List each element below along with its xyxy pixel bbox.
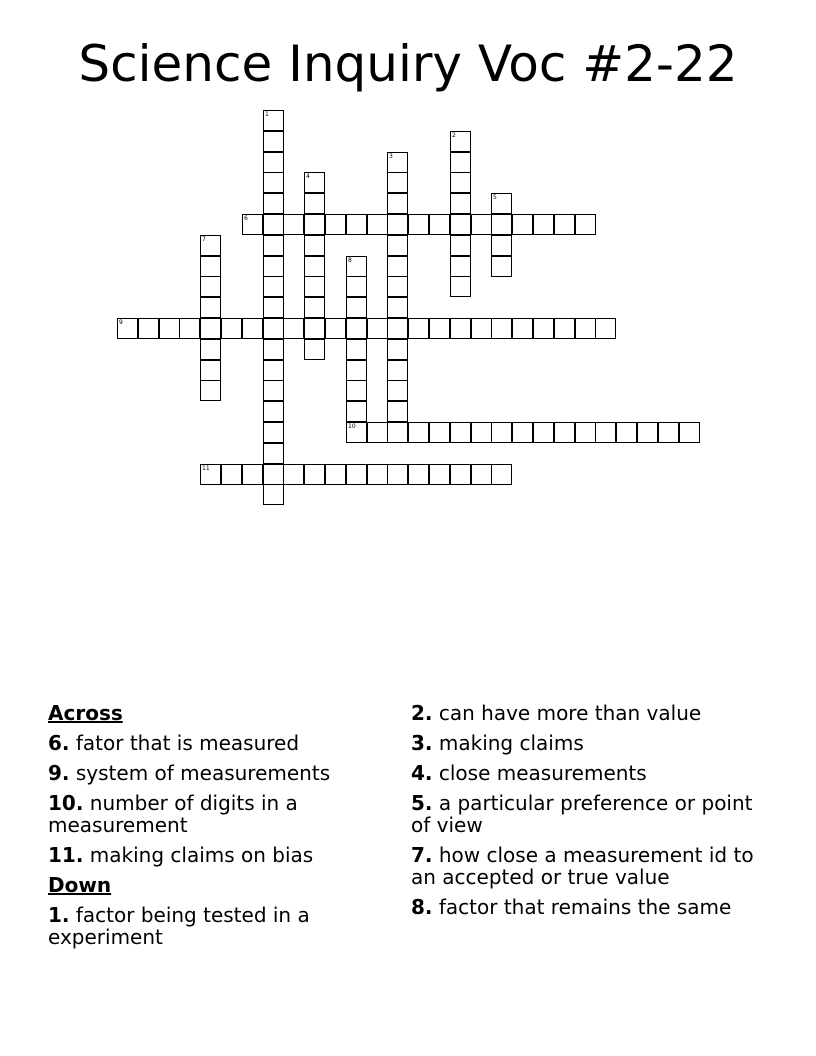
grid-cell[interactable] [263, 318, 284, 339]
grid-cell[interactable] [221, 464, 242, 485]
grid-cell[interactable] [200, 235, 221, 256]
grid-cell[interactable] [491, 318, 512, 339]
grid-cell[interactable] [491, 193, 512, 214]
grid-cell[interactable] [346, 256, 367, 277]
grid-cell[interactable] [304, 318, 325, 339]
clue-down-1 [48, 904, 378, 948]
cell-number: 1 [265, 111, 269, 118]
grid-cell[interactable] [408, 214, 429, 235]
grid-cell[interactable] [263, 484, 284, 505]
grid-cell[interactable] [304, 172, 325, 193]
grid-cell[interactable] [491, 464, 512, 485]
grid-cell[interactable] [387, 152, 408, 173]
grid-cell[interactable] [325, 464, 346, 485]
grid-cell[interactable] [242, 318, 263, 339]
clue-across-6 [48, 732, 378, 754]
grid-cell[interactable] [263, 443, 284, 464]
grid-cell[interactable] [304, 214, 325, 235]
grid-cell[interactable] [595, 318, 616, 339]
grid-cell[interactable] [346, 401, 367, 422]
grid-cell[interactable] [387, 172, 408, 193]
grid-cell[interactable] [450, 214, 471, 235]
grid-cell[interactable] [575, 422, 596, 443]
grid-cell[interactable] [325, 214, 346, 235]
grid-cell[interactable] [200, 256, 221, 277]
grid-cell[interactable] [346, 318, 367, 339]
clue-text: factor being tested in a experiment [48, 903, 310, 949]
grid-cell[interactable] [512, 214, 533, 235]
grid-cell[interactable] [450, 172, 471, 193]
grid-cell[interactable] [637, 422, 658, 443]
grid-cell[interactable] [346, 339, 367, 360]
grid-cell[interactable] [263, 380, 284, 401]
grid-cell[interactable] [450, 422, 471, 443]
grid-cell[interactable] [679, 422, 700, 443]
grid-cell[interactable] [491, 422, 512, 443]
cell-number: 7 [202, 236, 206, 243]
grid-cell[interactable] [346, 297, 367, 318]
grid-cell[interactable] [200, 380, 221, 401]
grid-cell[interactable] [387, 422, 408, 443]
grid-cell[interactable] [283, 318, 304, 339]
clue-number: 9. [48, 761, 70, 785]
grid-cell[interactable] [387, 193, 408, 214]
grid-cell[interactable] [367, 318, 388, 339]
grid-cell[interactable] [387, 318, 408, 339]
clue-number: 11. [48, 843, 84, 867]
grid-cell[interactable] [387, 297, 408, 318]
grid-cell[interactable] [429, 214, 450, 235]
grid-cell[interactable] [263, 235, 284, 256]
grid-cell[interactable] [159, 318, 180, 339]
clue-down-5 [411, 792, 771, 836]
grid-cell[interactable] [200, 360, 221, 381]
clue-number: 7. [411, 843, 433, 867]
grid-cell[interactable] [346, 214, 367, 235]
grid-cell[interactable] [263, 297, 284, 318]
cell-number: 10 [348, 423, 356, 430]
clue-text: a particular preference or point of view [411, 791, 753, 837]
grid-cell[interactable] [471, 214, 492, 235]
grid-cell[interactable] [263, 276, 284, 297]
clue-down-8 [411, 896, 771, 918]
clue-across-9 [48, 762, 378, 784]
cell-number: 8 [348, 257, 352, 264]
grid-cell[interactable] [367, 464, 388, 485]
clue-number: 4. [411, 761, 433, 785]
grid-cell[interactable] [450, 464, 471, 485]
clue-text: making claims [438, 731, 584, 755]
grid-cell[interactable] [387, 214, 408, 235]
clue-across-11 [48, 844, 378, 866]
grid-cell[interactable] [304, 464, 325, 485]
grid-cell[interactable] [283, 464, 304, 485]
down-heading: Down [48, 873, 112, 897]
grid-cell[interactable] [367, 214, 388, 235]
clue-down-7 [411, 844, 771, 888]
clue-text: making claims on bias [89, 843, 314, 867]
grid-cell[interactable] [450, 131, 471, 152]
grid-cell[interactable] [263, 110, 284, 131]
clue-text: how close a measurement id to an accepted or true value [411, 843, 754, 889]
grid-cell[interactable] [471, 422, 492, 443]
grid-cell[interactable] [595, 422, 616, 443]
grid-cell[interactable] [450, 152, 471, 173]
grid-cell[interactable] [471, 464, 492, 485]
clue-text: number of digits in a measurement [48, 791, 298, 837]
clue-across-10 [48, 792, 378, 836]
clue-down-4 [411, 762, 771, 784]
grid-cell[interactable] [200, 276, 221, 297]
grid-cell[interactable] [554, 214, 575, 235]
cell-number: 11 [202, 465, 210, 472]
grid-cell[interactable] [408, 422, 429, 443]
clue-text: fator that is measured [75, 731, 300, 755]
clue-down-3 [411, 732, 771, 754]
grid-cell[interactable] [387, 256, 408, 277]
grid-cell[interactable] [450, 276, 471, 297]
grid-cell[interactable] [450, 193, 471, 214]
grid-cell[interactable] [263, 401, 284, 422]
grid-cell[interactable] [554, 422, 575, 443]
grid-cell[interactable] [387, 401, 408, 422]
grid-cell[interactable] [263, 422, 284, 443]
grid-cell[interactable] [263, 172, 284, 193]
grid-cell[interactable] [304, 193, 325, 214]
clue-number: 10. [48, 791, 84, 815]
grid-cell[interactable] [346, 276, 367, 297]
grid-cell[interactable] [346, 422, 367, 443]
grid-cell[interactable] [200, 339, 221, 360]
grid-cell[interactable] [263, 131, 284, 152]
grid-cell[interactable] [304, 297, 325, 318]
crossword-grid [0, 0, 816, 520]
grid-cell[interactable] [117, 318, 138, 339]
grid-cell[interactable] [429, 422, 450, 443]
grid-cell[interactable] [304, 256, 325, 277]
grid-cell[interactable] [387, 380, 408, 401]
grid-cell[interactable] [387, 235, 408, 256]
grid-cell[interactable] [263, 193, 284, 214]
cell-number: 6 [244, 215, 248, 222]
grid-cell[interactable] [450, 256, 471, 277]
grid-cell[interactable] [263, 214, 284, 235]
grid-cell[interactable] [387, 276, 408, 297]
cell-number: 9 [119, 319, 123, 326]
cell-number: 2 [452, 132, 456, 139]
cell-number: 5 [493, 194, 497, 201]
grid-cell[interactable] [450, 318, 471, 339]
clue-number: 1. [48, 903, 70, 927]
grid-cell[interactable] [554, 318, 575, 339]
page-title: Science Inquiry Voc #2-22 [78, 35, 738, 93]
clue-number: 8. [411, 895, 433, 919]
clues-left-column [48, 702, 378, 956]
grid-cell[interactable] [263, 464, 284, 485]
grid-cell[interactable] [533, 214, 554, 235]
grid-cell[interactable] [346, 380, 367, 401]
grid-cell[interactable] [283, 214, 304, 235]
clue-text: close measurements [438, 761, 647, 785]
grid-cell[interactable] [575, 318, 596, 339]
grid-cell[interactable] [263, 152, 284, 173]
grid-cell[interactable] [429, 318, 450, 339]
grid-cell[interactable] [387, 464, 408, 485]
across-heading: Across [48, 701, 123, 725]
grid-cell[interactable] [533, 422, 554, 443]
grid-cell[interactable] [304, 339, 325, 360]
grid-cell[interactable] [429, 464, 450, 485]
grid-cell[interactable] [658, 422, 679, 443]
grid-cell[interactable] [616, 422, 637, 443]
clue-number: 3. [411, 731, 433, 755]
grid-cell[interactable] [242, 464, 263, 485]
grid-cell[interactable] [200, 297, 221, 318]
grid-cell[interactable] [408, 464, 429, 485]
grid-cell[interactable] [263, 360, 284, 381]
grid-cell[interactable] [200, 464, 221, 485]
grid-cell[interactable] [138, 318, 159, 339]
cell-number: 3 [389, 153, 393, 160]
grid-cell[interactable] [304, 276, 325, 297]
grid-cell[interactable] [491, 214, 512, 235]
grid-cell[interactable] [346, 360, 367, 381]
grid-cell[interactable] [450, 235, 471, 256]
grid-cell[interactable] [387, 360, 408, 381]
grid-cell[interactable] [575, 214, 596, 235]
cell-number: 4 [306, 173, 310, 180]
grid-cell[interactable] [304, 235, 325, 256]
clue-down-2 [411, 702, 771, 724]
grid-cell[interactable] [387, 339, 408, 360]
clue-text: can have more than value [438, 701, 702, 725]
grid-cell[interactable] [221, 318, 242, 339]
grid-cell[interactable] [491, 256, 512, 277]
grid-cell[interactable] [367, 422, 388, 443]
grid-cell[interactable] [491, 235, 512, 256]
clue-number: 6. [48, 731, 70, 755]
clue-text: system of measurements [75, 761, 331, 785]
grid-cell[interactable] [242, 214, 263, 235]
grid-cell[interactable] [325, 318, 346, 339]
grid-cell[interactable] [263, 339, 284, 360]
grid-cell[interactable] [346, 464, 367, 485]
clue-number: 5. [411, 791, 433, 815]
grid-cell[interactable] [512, 318, 533, 339]
grid-cell[interactable] [471, 318, 492, 339]
grid-cell[interactable] [533, 318, 554, 339]
grid-cell[interactable] [200, 318, 221, 339]
clue-text: factor that remains the same [438, 895, 732, 919]
grid-cell[interactable] [263, 256, 284, 277]
grid-cell[interactable] [179, 318, 200, 339]
grid-cell[interactable] [512, 422, 533, 443]
grid-cell[interactable] [408, 318, 429, 339]
clues-right-column [411, 702, 771, 926]
clue-number: 2. [411, 701, 433, 725]
